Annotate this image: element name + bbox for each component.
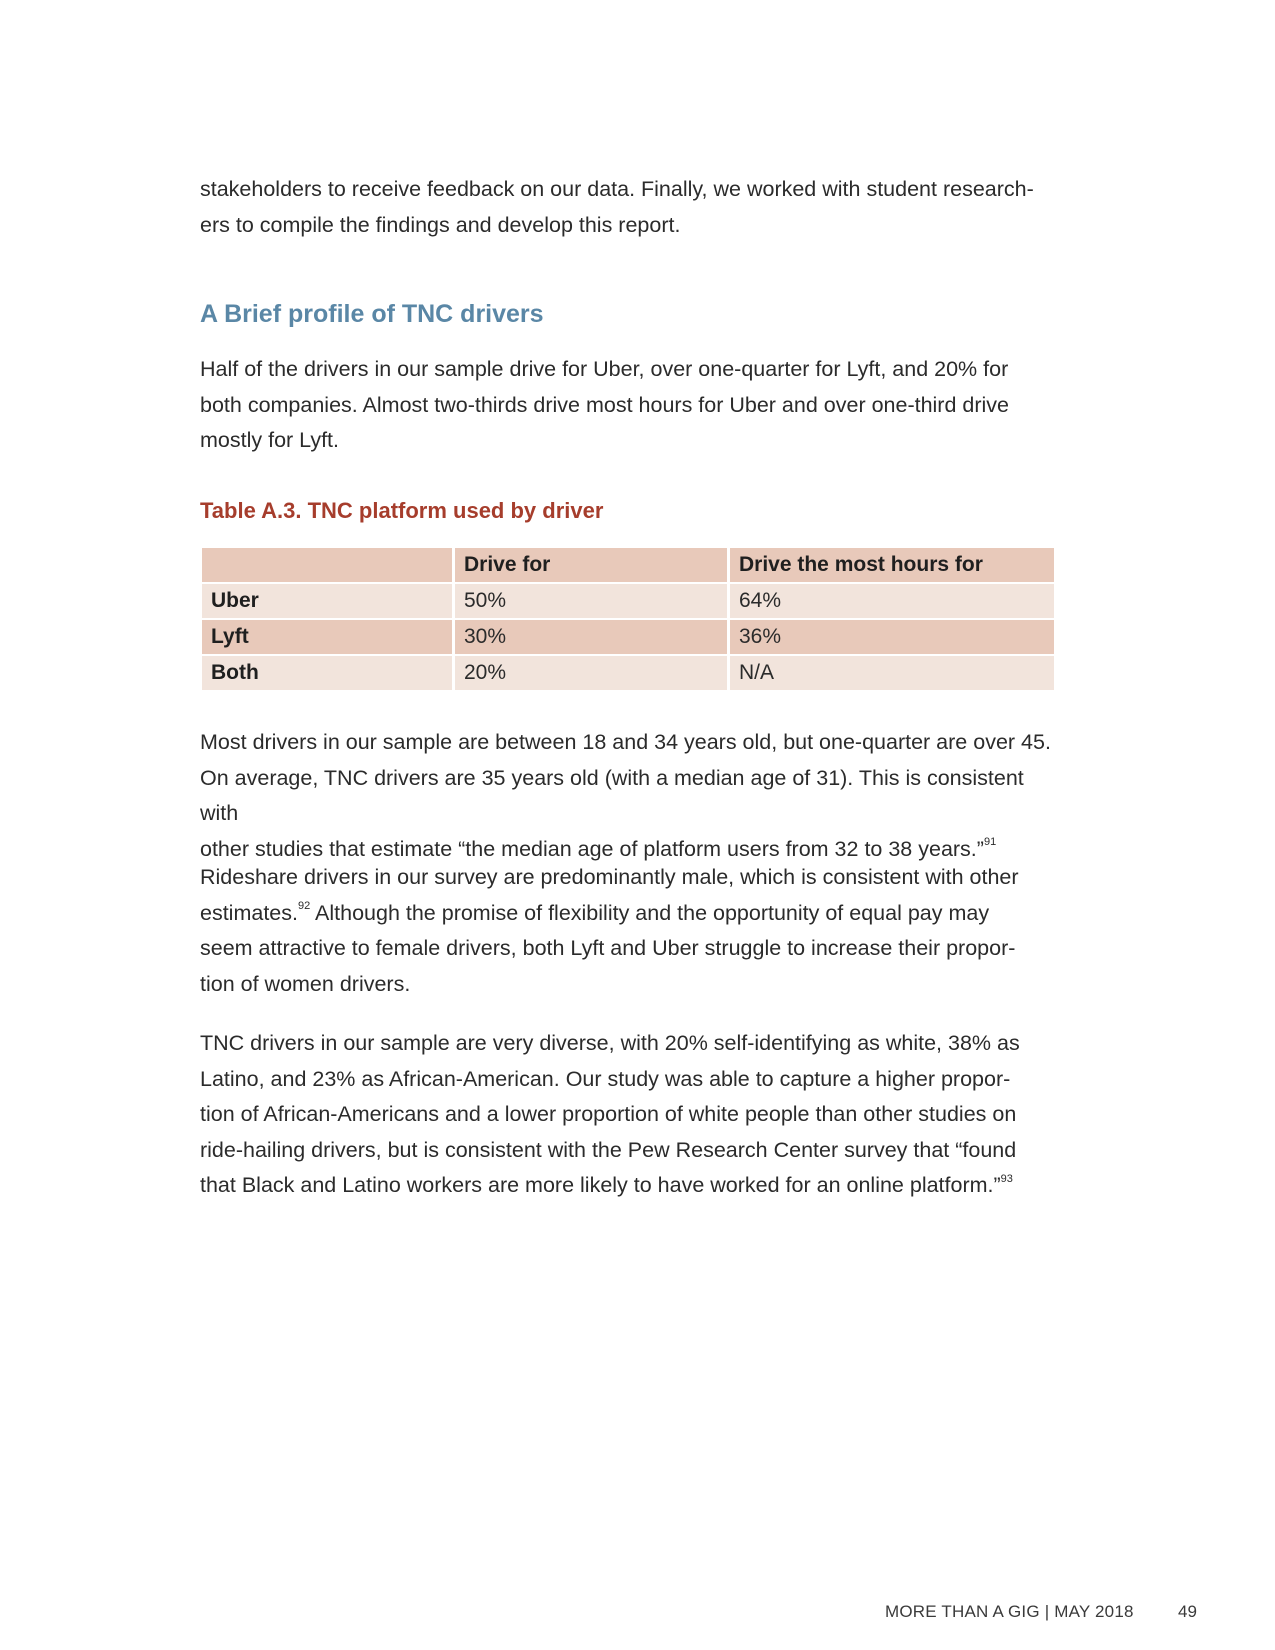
table-header-row bbox=[202, 548, 1054, 582]
table-cell: 50% bbox=[455, 584, 727, 618]
age-paragraph bbox=[200, 725, 1060, 867]
platform-line-3: mostly for Lyft. bbox=[200, 428, 339, 452]
row-label: Uber bbox=[202, 584, 452, 618]
platform-line-1: Half of the drivers in our sample drive for Uber, over one-quarter for Lyft, and 20% for bbox=[200, 357, 1009, 381]
diversity-line-3: tion of African-Americans and a lower proportion of white people than other studies on bbox=[200, 1102, 1017, 1126]
table-row bbox=[202, 620, 1054, 654]
table-cell: 36% bbox=[730, 620, 1054, 654]
diversity-line-5: that Black and Latino workers are more likely to have worked for an online platform.” bbox=[200, 1173, 1001, 1197]
gender-line-2-end: Although the promise of flexibility and the opportunity of equal pay may bbox=[310, 900, 990, 925]
tnc-platform-table bbox=[199, 546, 1057, 692]
section-heading: A Brief profile of TNC drivers bbox=[200, 300, 544, 328]
gender-line-1: Rideshare drivers in our survey are predominantly male, which is consistent with other bbox=[200, 865, 1019, 889]
table-header-cell bbox=[202, 548, 452, 582]
gender-line-3: seem attractive to female drivers, both Lyft and Uber struggle to increase their propor- bbox=[200, 936, 1016, 960]
table-row bbox=[202, 584, 1054, 618]
footnote-ref: 93 bbox=[1000, 1172, 1013, 1185]
table-cell: N/A bbox=[730, 656, 1054, 690]
row-label: Both bbox=[202, 656, 452, 690]
table-row bbox=[202, 656, 1054, 690]
row-label: Lyft bbox=[202, 620, 452, 654]
age-line-1: Most drivers in our sample are between 18 and 34 years old, but one-quarter are over 45. bbox=[200, 730, 1051, 754]
table-cell: 64% bbox=[730, 584, 1054, 618]
age-line-2: On average, TNC drivers are 35 years old (with a median age of 31). This is consistent with bbox=[200, 765, 1024, 825]
diversity-line-1: TNC drivers in our sample are very diverse, with 20% self-identifying as white, 38% as bbox=[200, 1031, 1020, 1055]
platform-line-2: both companies. Almost two-thirds drive most hours for Uber and over one-third drive bbox=[200, 392, 1010, 417]
intro-line-2: ers to compile the findings and develop this report. bbox=[200, 212, 681, 237]
table-header-cell: Drive the most hours for bbox=[730, 548, 1054, 582]
age-line-3: other studies that estimate “the median age of platform users from 32 to 38 years.” bbox=[200, 836, 984, 861]
platform-paragraph bbox=[200, 352, 1009, 459]
footer-publication: MORE THAN A GIG | MAY 2018 bbox=[885, 1602, 1134, 1621]
intro-paragraph bbox=[200, 172, 1034, 243]
page-number: 49 bbox=[1178, 1602, 1197, 1621]
table-cell: 30% bbox=[455, 620, 727, 654]
diversity-paragraph bbox=[200, 1026, 1020, 1204]
table-cell: 20% bbox=[455, 656, 727, 690]
table-header-cell: Drive for bbox=[455, 548, 727, 582]
footnote-ref: 92 bbox=[297, 900, 311, 913]
gender-line-2-start: estimates. bbox=[200, 900, 298, 925]
intro-line-1: stakeholders to receive feedback on our data. Finally, we worked with student research- bbox=[200, 177, 1034, 201]
diversity-line-4: ride-hailing drivers, but is consistent with the Pew Research Center survey that “found bbox=[200, 1137, 1017, 1162]
gender-line-4: tion of women drivers. bbox=[200, 971, 411, 996]
gender-paragraph bbox=[200, 860, 1019, 1002]
footnote-ref: 91 bbox=[983, 836, 997, 849]
table-title: Table A.3. TNC platform used by driver bbox=[200, 498, 604, 523]
diversity-line-2: Latino, and 23% as African-American. Our study was able to capture a higher propor- bbox=[200, 1066, 1011, 1091]
